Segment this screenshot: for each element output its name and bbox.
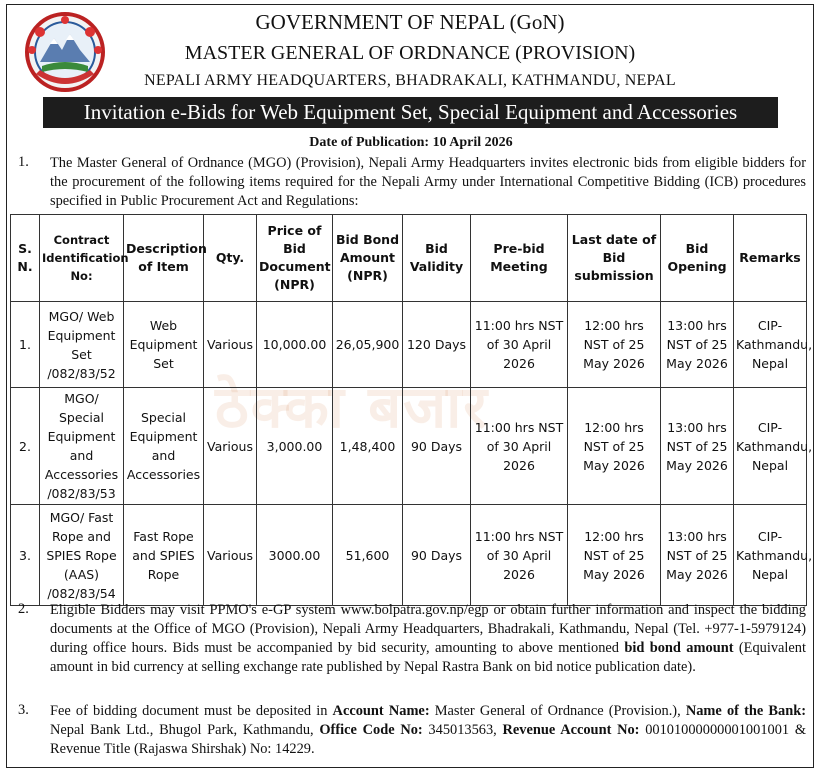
bids-table [10,214,813,606]
para3-text [50,702,806,759]
cell-opening: 13:00 hrs NST of 25 May 2026 [661,388,734,505]
para3-account-name-label: Account Name: [332,703,430,719]
col-header: Bid Bond Amount (NPR) [333,215,403,302]
table-row [11,505,807,606]
cell-price: 3,000.00 [257,388,333,505]
cell-lastdate: 12:00 hrs NST of 25 May 2026 [568,302,661,388]
cell-description: Special Equipment and Accessories [124,388,204,505]
para3-revenue-label: Revenue Account No: [502,722,640,738]
para3-office-code-label: Office Code No: [319,722,423,738]
cell-lastdate: 12:00 hrs NST of 25 May 2026 [568,388,661,505]
cell-contract: MGO/ Web Equipment Set /082/83/52 [40,302,124,388]
header-address: NEPALI ARMY HEADQUARTERS, BHADRAKALI, KATHMANDU, NEPAL [144,72,676,89]
para3-t5: 00101000000001001001 & Revenue Title (Rajaswa Shirshak) No: 14229. [50,722,807,757]
col-header: Description of Item [124,215,204,302]
cell-description: Web Equipment Set [124,302,204,388]
table-row [11,388,807,505]
para3-t1: Fee of bidding document must be deposited in [50,703,333,719]
para3-bank-label: Name of the Bank: [685,703,806,719]
cell-prebid: 11:00 hrs NST of 30 April 2026 [471,302,568,388]
cell-price: 10,000.00 [257,302,333,388]
table-header-row [11,215,807,302]
col-header: S. N. [11,215,40,302]
watermark: ठेक्का बजार [215,373,489,441]
cell-sn: 2. [11,388,40,505]
cell-qty: Various [204,302,257,388]
para2-part2: (Equivalent amount in bid currency at selling exchange rate published by Nepal Rastra Bank on bid notice publication date). [50,640,807,675]
cell-contract: MGO/ Special Equipment and Accessories /082/83/53 [40,388,124,505]
cell-sn: 1. [11,302,40,388]
cell-description: Fast Rope and SPIES Rope [124,505,204,606]
para3-t3: Nepal Bank Ltd., Bhugol Park, Kathmandu, [50,722,320,738]
cell-contract: MGO/ Fast Rope and SPIES Rope (AAS) /082/83/54 [40,505,124,606]
cell-qty: Various [204,388,257,505]
table-row [11,302,807,388]
cell-validity: 120 Days [403,302,471,388]
para2-part1: Eligible Bidders may visit PPMO's e-GP system www.bolpatra.gov.np/egp or obtain further information and inspect the bidding documents at the Office of MGO (Provision), Nepali Army Headquarters, Bhadrakali, Kathmandu, Nepal (Tel. +977-1-5979124) during office hours. Bids must be accompanied by bid security, amounting to above mentioned [50,602,806,656]
cell-bond: 26,05,900 [333,302,403,388]
para3-t2: Master General of Ordnance (Provision.), [429,703,686,719]
cell-qty: Various [204,505,257,606]
col-header: Contract Identification No: [40,215,124,302]
para2-text [50,601,806,677]
cell-prebid: 11:00 hrs NST of 30 April 2026 [471,505,568,606]
para2-bold: bid bond amount [624,640,734,656]
header-government: GOVERNMENT OF NEPAL (GoN) [255,10,565,34]
cell-remarks: CIP-Kathmandu, Nepal [734,302,807,388]
cell-opening: 13:00 hrs NST of 25 May 2026 [661,302,734,388]
col-header: Last date of Bid submission [568,215,661,302]
cell-sn: 3. [11,505,40,606]
para3-t4: 345013563, [422,722,503,738]
cell-bond: 1,48,400 [333,388,403,505]
para1-number: 1. [18,154,29,170]
col-header: Qty. [204,215,257,302]
nepal-emblem-icon [22,10,108,94]
publication-date: Date of Publication: 10 April 2026 [309,135,513,150]
header-office: MASTER GENERAL OF ORDNANCE (PROVISION) [184,42,636,64]
col-header: Remarks [734,215,807,302]
notice-title: Invitation e-Bids for Web Equipment Set, Special Equipment and Accessories [43,97,778,128]
cell-opening: 13:00 hrs NST of 25 May 2026 [661,505,734,606]
para2-number: 2. [18,601,29,617]
cell-validity: 90 Days [403,388,471,505]
cell-prebid: 11:00 hrs NST of 30 April 2026 [471,388,568,505]
cell-price: 3000.00 [257,505,333,606]
para1-text: The Master General of Ordnance (MGO) (Provision), Nepali Army Headquarters invites electronic bids from eligible bidders for the procurement of the following items required for the Nepali Army under International Competitive Bidding (ICB) procedures specified in Public Procurement Act and Regulations: [50,155,806,209]
col-header: Pre-bid Meeting [471,215,568,302]
cell-lastdate: 12:00 hrs NST of 25 May 2026 [568,505,661,606]
col-header: Bid Validity [403,215,471,302]
para3-number: 3. [18,702,29,718]
cell-bond: 51,600 [333,505,403,606]
cell-remarks: CIP-Kathmandu, Nepal [734,505,807,606]
col-header: Bid Opening [661,215,734,302]
cell-remarks: CIP-Kathmandu, Nepal [734,388,807,505]
cell-validity: 90 Days [403,505,471,606]
col-header: Price of Bid Document (NPR) [257,215,333,302]
